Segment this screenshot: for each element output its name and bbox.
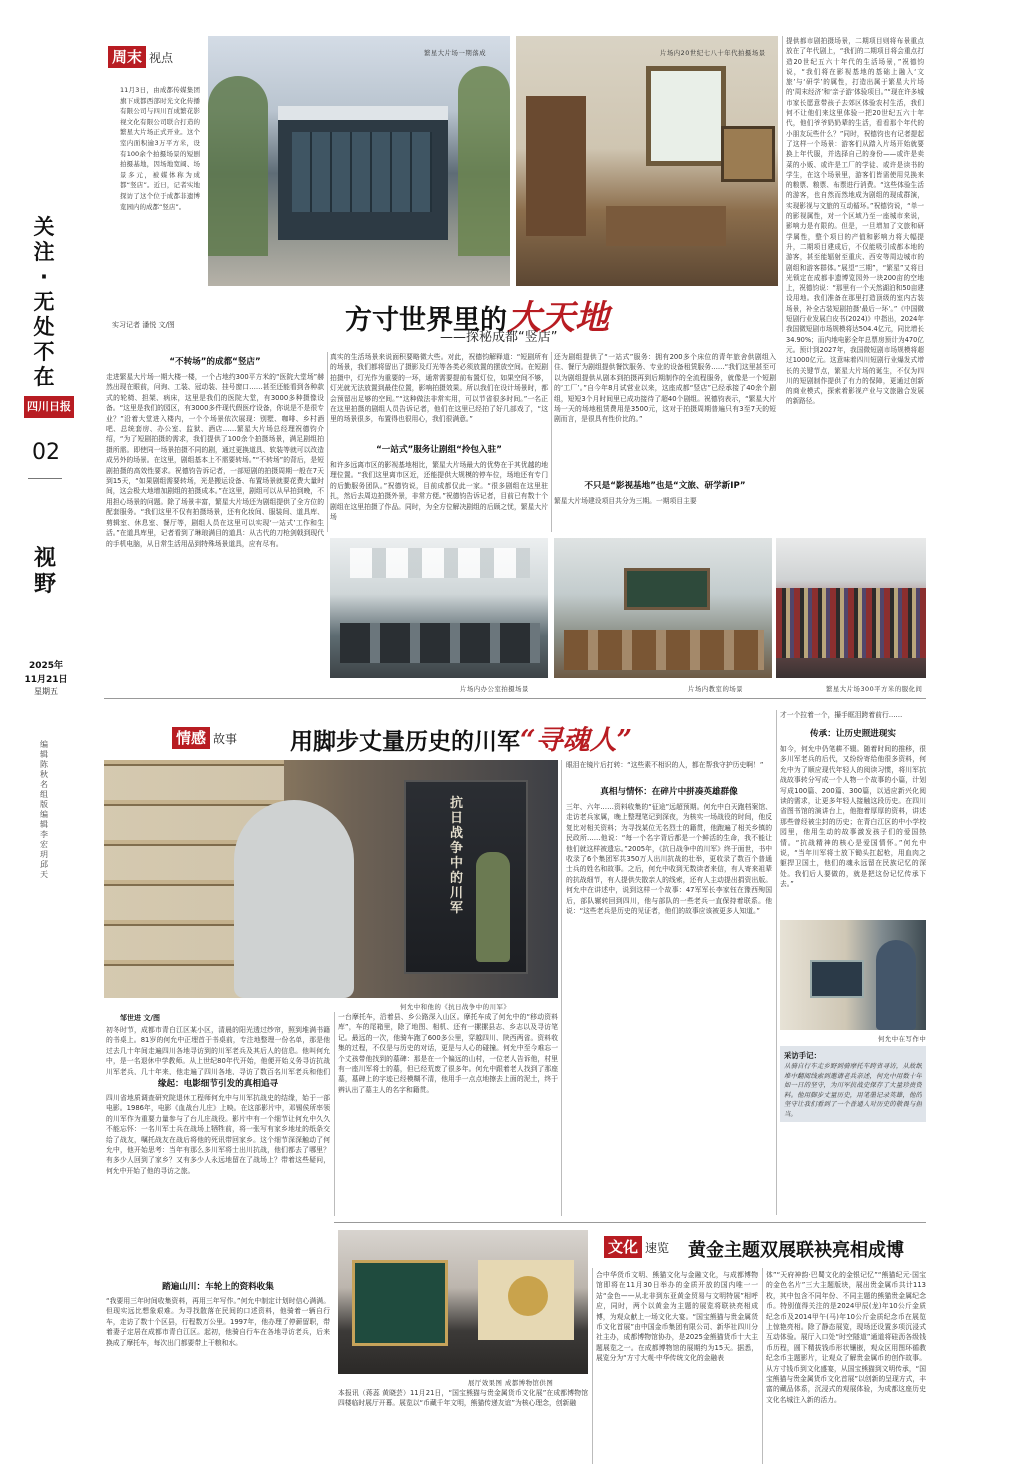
rule-story2-col3-col4 (776, 710, 777, 1215)
page-number: 02 (32, 440, 60, 465)
rule-right-column (782, 36, 783, 332)
story2-col4-heading: 传承：让历史照进现实 (810, 729, 896, 739)
rule-story2-col1-col2 (334, 1012, 335, 1216)
building-windows (292, 132, 432, 212)
divider-story1-story2 (104, 698, 926, 699)
office-ceiling-lights (350, 548, 530, 578)
rule-col2-col3 (551, 352, 552, 532)
emotion-tag-suffix: 故事 (213, 731, 238, 746)
photo-author-writing (780, 920, 926, 1030)
weekend-tag (108, 46, 173, 68)
photo-building (208, 36, 510, 286)
story2-title-b: “寻魂人” (520, 725, 633, 756)
window-frame (646, 66, 726, 166)
wall-painting (721, 126, 775, 182)
culture-tag-box: 文化 (604, 1236, 642, 1258)
story1-col1-heading: “不转场”的成都“竖店” (169, 357, 261, 367)
sidebar (0, 0, 100, 1475)
classroom-blackboard (624, 568, 710, 610)
table (606, 206, 726, 246)
story2-photo2-caption: 何允中在写作中 (878, 1035, 927, 1043)
exhibit-disc (508, 1276, 548, 1316)
story2-byline: 邹世进 文/图 (120, 1014, 160, 1022)
wardrobe-rack (776, 588, 926, 658)
story2-col3b: 三年、六年……资料收集的“征途”远超预期。何允中白天跑档案馆、走访老兵家属，晚上整理笔记到深夜，为核实一场战役的时间，他反复比对相关资料；为寻找某位无名烈士的籍贯，他跑遍了相关乡镇的民政所……他说：“每一个名字背后都是一个鲜活的生命，我不能让他们就这样被遗忘。”2005年，《抗日战争中的川军》终于面世，书中收录了6个集团军共350万人出川抗战的壮举，更收录了数百个普通士兵的姓名和故事。之后，何允中收到无数读者来信，有人寄来祖辈的抗战细节，有人提供失散亲人的线索，还有人主动提出捐资出版。何允中在讲述中，说到这样一个故事：47军军长李家钰在豫西殉国后，部队辗转回到四川，他与部队的一些老兵一直保持着联系。他说：“这些老兵是历史的见证者，他们的故事应该被更多人知道。” (566, 803, 772, 916)
story1-col2: 真实的生活场景来说面积要略微大些。对此，祝德钧解释道：“短剧所有的场景，我们都将留出了摄影及灯光等各类必须放置的摆放空间。在短剧拍摄中，灯光作为重要的一环，通常需要提前布置灯位，如果空间不够，灯光就无法放置到最佳位置，影响拍摄效果。所以我们在设计场景时，都会预留出足够的空间。”“这种做法非常实用，可以节省很多时间。”一名正在这里拍摄的剧组人员告诉记者，他们在这里已经拍了好几部戏了，“这里的场景很多，布置得也很用心，我们很满意。” (330, 353, 548, 424)
story2-col1c: “我要用三年时间收集资料，再用三年写作。”何允中制定计划时信心满满。但现实远比想象艰难。为寻找散落在民间的口述资料，他骑着一辆自行车，走访了数十个区县，行程数万公里。1997年，他办理了停薪留职，带着妻子定居在成都市青白江区。起初，他骑自行车在各地寻访老兵，后来换成了摩托车，每次出门都要带上干粮和水。 (106, 1297, 330, 1347)
story2-col2: 一台摩托车，沿着县、乡公路深入山区。摩托车成了何允中的“移动资料库”，车的尾箱里，除了地图、相机、还有一摞摞县志、乡志以及寻访笔记。最远的一次，他骑车跑了600多公里，穿越四川、陕西两省。资料收集的过程，不仅是与历史的对话，更是与人心的碰撞。何允中至今难忘一个丈孩带他找到的墓碑：那是在一个偏远的山村，一位老人告诉他，村里有一座川军将士的墓，但已经荒废了很多年。何允中跟着老人找到了那座墓，墓碑上的字迹已经模糊不清，他用手一点点地擦去上面的泥土，终于辨认出了墓主人的名字和籍贯。 (338, 1013, 558, 1094)
book-title: 抗日战争中的川军 (450, 796, 464, 916)
story1-subtitle: ——探秘成都“竖店” (440, 330, 558, 345)
interview-note (780, 1046, 926, 1122)
page-number-rule (28, 478, 62, 479)
photo2-caption: 片场内20世纪七八十年代拍摄场景 (660, 49, 766, 57)
story1-col3: 还为剧组提供了“一站式”服务：拥有200多个床位的青年旅舍供剧组入住、餐厅为剧组提供餐饮服务、专业的设备租赁服务……“我们这里甚至可以为剧组提供从剧本到拍摄再到后期制作的全流程服务，就像是一个短剧的‘工厂’。”自今年8月试营业以来，这座成都“竖店”已经承接了40余个剧组，短短3个月时间里已成功接待了超40个剧组。祝德钧表示，“繁星大片场一天的场地租赁费用是3500元，这对于拍摄周期普遍只有3至7天的短剧而言，是很具有性价比的。” (554, 353, 776, 424)
photo-author-with-book (104, 760, 558, 998)
exhibit-wall-left (352, 1260, 448, 1346)
story2-col3: 眼泪在镜片后打转：“这些素不相识的人，都在帮我守护历史啊！” (566, 761, 764, 769)
photo-exhibition-hall (338, 1230, 588, 1374)
photo4-caption: 片场内教室的场景 (688, 685, 744, 693)
divider-story2-story3 (334, 1222, 926, 1223)
photo3-caption: 片场内办公室拍摄场景 (460, 685, 529, 693)
note-body: 从骑自行车走乡野到骑摩托车跨省寻访，从故纸堆中翻阅线索到邀请老兵亲述，何允中用数十年如一日的坚守，为川军抗战史保存了大量珍贵资料。他用脚步丈量历史，用笔墨记录英雄，他的坚守让我们看到了一个普通人对历史的敬畏与担当。 (784, 1062, 922, 1118)
classroom-desks (564, 630, 764, 670)
photo1-caption: 繁星大片场一期落成 (424, 49, 487, 57)
book-soldier-silhouette (476, 852, 510, 962)
story2-col1b: 四川省地质调查研究院退休工程师何允中与川军抗战史的结缘，始于一部电影。1986年，电影《血战台儿庄》上映。在这部影片中，邓锡侯所率领的川军作为重要力量参与了台儿庄战役。影片中有一个细节让何允中久久不能忘怀：一名川军士兵在战场上牺牲前，将一张写有家乡地址的纸条交给了战友，嘱托战友在战后将他的死讯带回家乡。这个细节深深触动了何允中，他开始思考：当年有那么多川军将士出川抗战，他们都去了哪里？有多少人回到了家乡？又有多少人永远地留在了战场上？带着这些疑问，何允中开始了他的寻访之旅。 (106, 1094, 330, 1175)
story1-col1: 走进繁星大片场一期大楼一楼，一个占地约300平方米的“医院大堂场”赫然出现在眼前，问询、工装、冠动装、挂号窗口……甚至还能看到各种款式的轮椅、担架、病床，这里是我们的医院大堂，有3000多种摄像设备。“这里是我们的园区，有3000多件现代假医疗设备，你说是不是很专业？”沿着大堂进入楼内，一个个场景依次展现：别墅、咖啡、乡村酒吧、总统套房、办公室、监狱、酒店……繁星大片场总经理祝德钧介绍，“为了短剧拍摄的需求，我们提供了100余个拍摄场景，满足剧组拍摄所需。即使同一场景拍摄不同的剧，通过更换道具、软装等就可以改造成另外的场景。在这里，剧组基本上不需要转场。”“不转场”的背后，是短剧拍摄的高效性要求。祝德钧告诉记者，一部短剧的拍摄周期一般在7天到15天，“如果剧组需要转场，光是搬运设备、布置场景就要花费大量时间，这会极大地增加剧组的拍摄成本。”在这里，剧组可以从早拍到晚，不用担心场景的问题。除了场景丰富，繁星大片场还为剧组提供了全方位的配套服务。“我们这里不仅有拍摄场景，还有化妆间、服装间、道具库、剪辑室、休息室、餐厅等，剧组人员在这里可以实现‘一站式’工作和生活。”在道具库里，记者看到了琳琅满目的道具：从古代的刀枪剑戟到现代的手机电脑，从日常生活用品到特殊场景道具，应有尽有。 (106, 373, 324, 548)
rule-story3-col2-col3 (762, 1268, 763, 1464)
story1-col3b: 繁星大片场建设项目共分为三期。一期项目主要 (554, 497, 697, 505)
story2-col1: 初冬时节，成都市青白江区某小区，清晨的阳光透过纱帘，照到堆满书籍的书桌上。81岁的何允中正埋首于书桌前，专注地整理一份名单，那是他过去几十年间走遍四川各地寻访到的川军老兵及其后人的信息。他叫何允中，是一名退休中学教师。从上世纪80年代开始，他便开始义务寻访抗战川军老兵，几十年来，他走遍了四川各地，寻访了数百名川军老兵和他们 (106, 1026, 330, 1075)
paper-logo (24, 396, 74, 418)
photo-retro-room (516, 36, 778, 286)
story1-title-a: 方寸世界里的 (345, 305, 507, 336)
tree-right (458, 66, 510, 256)
column-title: 关注·无处不在 (33, 215, 55, 389)
laptop (810, 960, 864, 998)
photo-classroom (554, 538, 772, 678)
story1-title-b: 大天地 (507, 298, 609, 338)
photo-wardrobe (776, 538, 926, 678)
weekend-tag-suffix: 视点 (149, 50, 174, 65)
writer-figure (876, 940, 916, 1030)
office-desks (340, 623, 540, 663)
issue-weekday: 星期五 (34, 687, 58, 696)
story1-lead: 11月3日，由成都传媒集团旗下成都西部时光文化传播有限公司与四川百成繁花影视文化有限公司联合打造的繁星大片场正式开业。这个室内面积逾3万平方米，设有100余个拍摄场景的短剧拍摄基地，因场地宽阔、场景多元，被媒体称为成都“竖店”。近日，记者实地探访了这个位于成都非遗博览园内的成都“竖店”。 (120, 86, 200, 211)
paper-logo-text: 四川日报 (27, 400, 71, 413)
photo5-caption: 繁星大片场300平方米的服化间 (826, 685, 923, 693)
story3-photo-caption: 展厅效果图 成都博物馆供图 (468, 1379, 554, 1387)
note-title: 采访手记： (784, 1051, 821, 1060)
rule-story2-photo-col3 (561, 760, 562, 1216)
section-label: 视野 (33, 546, 56, 597)
emotion-tag-box: 情感 (172, 727, 210, 749)
book-cover (404, 780, 528, 974)
weekend-tag-box: 周末 (108, 46, 146, 68)
photo-office (330, 538, 548, 678)
story3-headline: 黄金主题双展联袂亮相成博 (688, 1240, 904, 1261)
story2-photo-caption: 何允中和他的《抗日战争中的川军》 (400, 1003, 511, 1011)
story2-title-a: 用脚步丈量历史的川军 (290, 729, 520, 755)
emotion-tag (172, 727, 237, 749)
editor-credits: 编辑 陈秋名 组版编辑 李宏玥 邱天 (40, 740, 48, 879)
story2-col3-heading: 真相与情怀：在碎片中拼凑英雄群像 (600, 787, 738, 797)
tree-left (208, 76, 268, 256)
rule-col1-col2 (327, 352, 328, 532)
issue-year: 2025年 (28, 661, 64, 671)
rule-story3-col1-col2 (592, 1268, 593, 1464)
story1-byline: 实习记者 潘悦 文/图 (112, 321, 175, 329)
story1-col2-heading: “一站式”服务让剧组“拎包入驻” (376, 445, 502, 455)
story2-col1-heading: 缘起：电影细节引发的真相追寻 (157, 1079, 279, 1089)
culture-tag (604, 1236, 669, 1258)
story1-right-column: 提供都市剧拍摄场景，二期项目则将布景重点放在了年代剧上，“我们的二期项目将会重点打造20世纪五六十年代的生活场景，”祝德钧说，“我们将在影视基地的基础上融入‘文旅’与‘研学’的属性，打造出属于繁星大片场的‘周末经济’和‘亲子游’体验项目。”“现在许多城市家长愿意带孩子去郊区体验农村生活，我们何不让他们来这里体验一把20世纪五六十年代，他们爷爷奶奶辈的生活，看看那个年代的小朋友玩些什么？”同时，祝德钧也有记者提起了这样一个场景：游客们从踏入片场开始就要换上年代服，并选择自己的身份——或许是卖菜的小贩、或许是工厂的学徒、或许是读书的学生，在这个场景里，游客们皆需使用兑换来的粮票、粮票、布票进行消费。“这些体验生活的游客，也自然而然地成为剧组的现成群演，实现影视与文旅的互动循环。”祝德钧说，“单一的影视属性，对一个区域乃至一座城市来说，影响力是有限的。但是，一旦增加了文旅和研学属性，整个项目的产值和影响力将大幅提升，二期项目建成后，不仅能吸引成都本地的游客，甚至能辐射至重庆、西安等周边城市的剧组和游客群体。”展望“三期”，“繁星”又将目光锁定在成都非遗博览园外一块200亩的空地上，祝德钧说：“那里有一个天然湖泊和50亩建设用地。我们准备在那里打造顶级的室内古装场景，补全古装短剧拍摄‘最后一环’。”《中国微短剧行业发展白皮书(2024)》中指出，2024年我国微短剧市场规模将达504.4亿元，同比增长34.90%；而内地电影全年总票房预计为470亿元。预计到2027年，我国微短剧市场规模将超过1000亿元。这意味着四川短剧行业爆发式增长的关键节点，繁星大片场的诞生，不仅为四川的短剧制作提供了有力的保障，更通过创新的商业模式，探索着影视产业与文旅融合发展的新路径。 (786, 37, 924, 406)
story2-headline (290, 718, 632, 757)
story3-col1: 本报讯（蒋蕊 黄晓芸）11月21日，“国宝熊猫与贵金属货币文化展”在成都博物馆四楼临时展厅开幕。展览以“币藏千年文明，熊猫传递友谊”为核心理念，创新融 (338, 1389, 588, 1408)
cabinet (526, 96, 586, 236)
author-figure (234, 800, 354, 998)
story1-col2b: 和许多远离市区的影视基地相比，繁星大片场最大的优势在于其优越的地理位置。“我们这里离市区近，还能提供大规模的停车位，场地还有专门的后勤服务团队。”祝德钧说，目前成都仅此一家。“很多剧组在这里驻扎，然后去周边拍摄外景，非常方便。”祝德钧告诉记者，目前已有数十个剧组在这里拍摄了作品。同时，为全方位解决剧组的后顾之忧，繁星大片场 (330, 461, 548, 522)
story2-col4: 才一个拉着一个，攥手眶泪跨着前行…… (780, 711, 903, 719)
story2-col4b: 如今，何允中仍笔耕不辍。随着时间的推移，很多川军老兵的后代，又纷纷寄给他很多资料，何允中为了顺应现代年轻人的阅读习惯，将川军抗战故事转分写成一个人物一个故事的小篇，计划写成100篇、200篇、300篇，以适应新兴化阅读的需求，让更多年轻人接触这段历史。在四川省图书馆的演讲台上，他抱着厚厚的资料，讲述那些曾经被尘封的历史；在青白江区的中小学校园里，他用生动的故事激发孩子们的爱国热情。“抗战精神的核心是爱国情怀。”何允中说，“当年川军将士放下锄头扛起枪，用血肉之躯捍卫国土，他们的魂永远留在民族记忆的深处。我们后人要做的，就是把这份记忆传承下去。” (780, 745, 926, 889)
story3-col2: 合中华货币文明、熊猫文化与金融文化，与成都博物馆即将在11月30日举办的金质开放的国内唯一一站“金色——从北非到东亚黄金贸易与文明特展”相呼应，同时，两个以黄金为主题的展览将联袂亮相成博，为观众献上一场文化大宴。“国宝熊猫与贵金属货币文化首展”由中国金币集团有限公司、新华社四川分社主办，成都博物馆协办，是2025金熊猫货币十大主题展览之一。在成都博物馆的展期约为15天。据悉，展览分为“方寸大观·中华传统文化的金融表 (596, 1271, 758, 1363)
story2-col1-heading2: 踏遍山川：车轮上的资料收集 (162, 1282, 274, 1292)
story3-col3: 体”“天府神韵·巴蜀文化的金银记忆”“熊猫纪元·国宝的金色名片”三大主题版块，展出贵金属币共计113枚，其中包含不同年份、不同主题的熊猫贵金属纪念币。特别值得关注的是2024甲辰(龙)年10公斤金质纪念币及2014甲午(马)年10公斤金质纪念币在展览上惊艳亮相。除了静态展览，现场还设置多项沉浸式互动体验。展厅入口处“时空隧道”通道将硅沥各级钱币历程，圆下精拔钱币形状镶嵌，观众区用图环循教纪念币主题影片，让观众了解贵金属币的创作故事。从方寸钱币到文化盛宴，从国宝熊猫到文明传承，“国宝熊猫与贵金属货币文化首展”以创新的呈现方式，丰富的藏品体系，沉浸式的观展体验，为成都这座历史文化名城注入新的活力。 (766, 1271, 926, 1404)
story1-col3-heading: 不只是“影视基地”也是“文旅、研学新IP” (584, 481, 746, 491)
issue-day: 11月21日 (24, 675, 68, 685)
culture-tag-suffix: 速览 (645, 1240, 670, 1255)
